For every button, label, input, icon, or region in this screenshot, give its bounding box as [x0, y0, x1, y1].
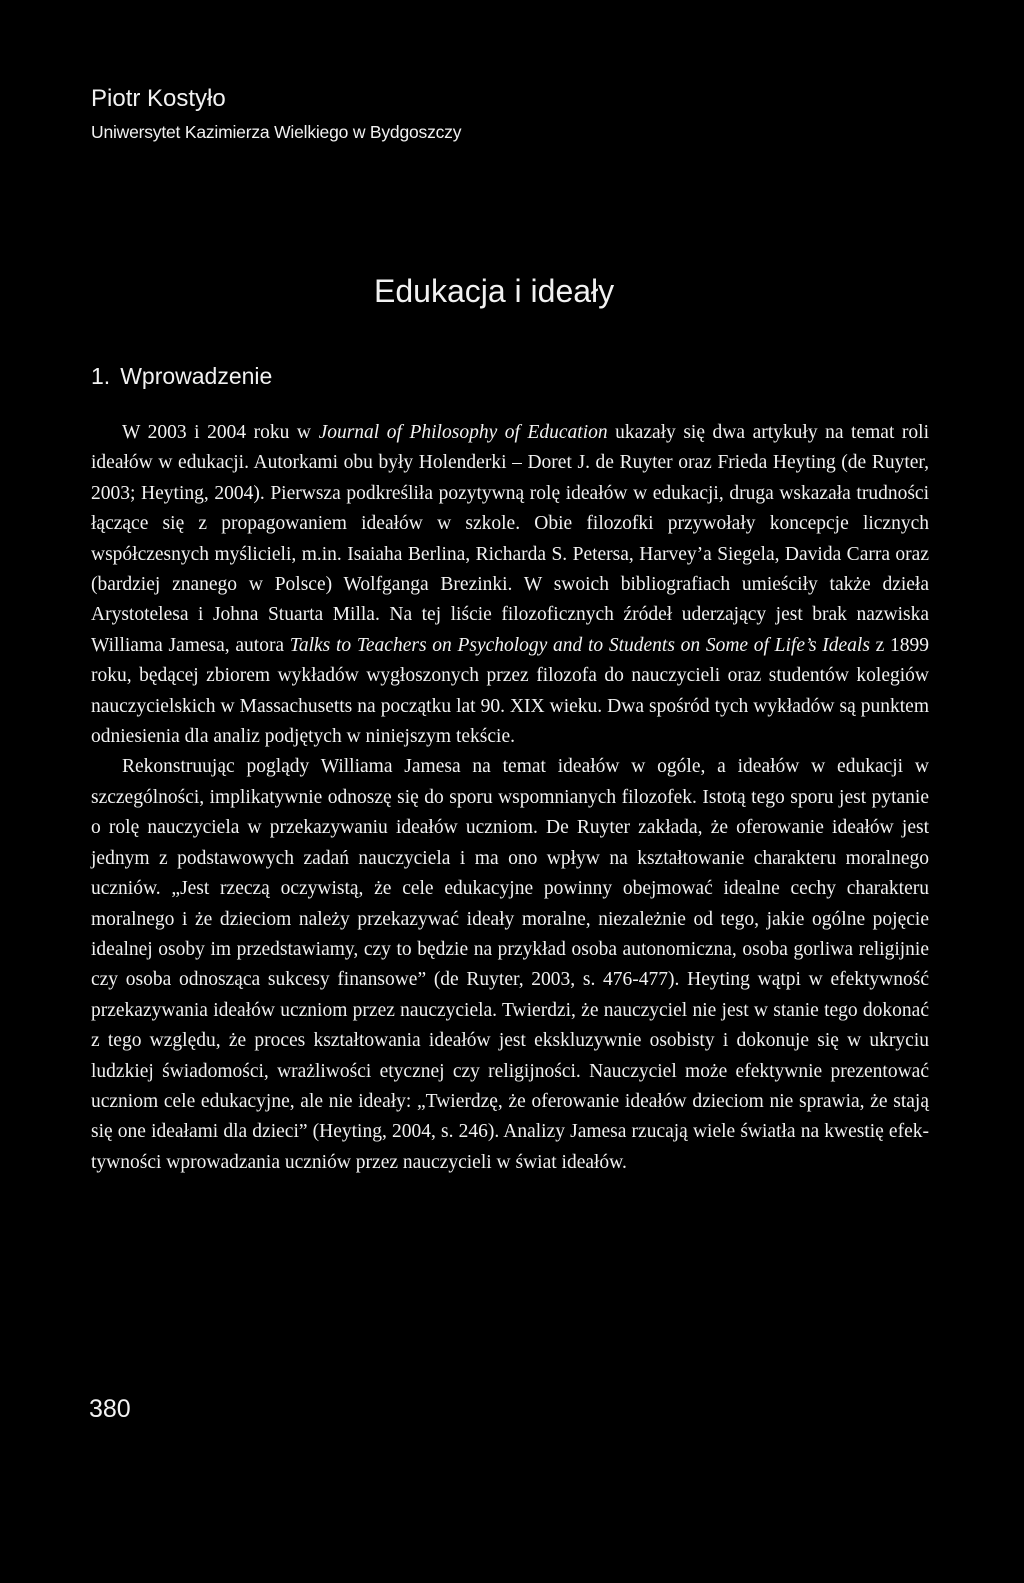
paragraph-text: z 1899 roku, będącej zbiorem wykładów wygłoszonych przez filozofa do nauczycieli oraz studentów kolegiów nauczycielskich w Massachusetts na początku lat 90. XIX wieku. Dwa spośród tych wykładów są punktem odniesienia dla analiz podjętych w niniejszym tekście. — [91, 634, 929, 748]
paragraph: Rekonstruując poglądy Williama Jamesa na temat ideałów w ogóle, a ideałów w edukacji w szczególności, implikatywnie odnoszę się do sporu wspomnianych filozofek. Istotą tego sporu jest pytanie o rolę nauczyciela w przekazywaniu ideałów uczniom. De Ruyter zakłada, że oferowanie ideałów jest jednym z podstawowych zadań nauczyciela i ma ono wpływ na kształtowanie charakteru moralnego uczniów. „Jest rzeczą oczywistą, że cele edukacyjne powinny obejmować idealne cechy charakteru moralnego i że dzieciom należy przekazywać ideały moralne, niezależnie od tego, jakie ogólne pojęcie idealnej osoby im przedstawiamy, czy to będzie na przykład osoba autonomiczna, osoba gorliwa religijnie czy osoba odnosząca sukcesy finansowe” (de Ruyter, 2003, s. 476-477). Heyting wątpi w efektywność przekazywania ideałów uczniom przez nauczyciela. Twierdzi, że nauczyciel nie jest w stanie tego dokonać z tego względu, że proces kształtowania ideałów jest ekskluzywnie osobisty i dokonuje się w ukryciu ludzkiej świadomości, wrażliwości etycznej czy religijności. Nauczyciel może efektywnie prezentować uczniom cele edukacyjne, ale nie ideały: „Twierdzę, że oferowanie ideałów dzieciom nie sprawia, że stają się one ideałami dla dzieci” (Heyting, 2004, s. 246). Analizy Jamesa rzucają wiele światła na kwestię efektywności wprowadzania uczniów przez nauczycieli w świat ideałów. — [91, 756, 929, 1173]
paragraph — [91, 418, 929, 752]
article-title: Edukacja i ideały — [374, 273, 615, 309]
page-number: 380 — [89, 1395, 131, 1423]
paragraph-text: W 2003 i 2004 roku w — [122, 422, 319, 443]
journal-title: Journal of Philosophy of Education — [318, 422, 608, 443]
article-body — [91, 418, 929, 1178]
book-title: Talks to Teachers on Psychology and to Students on Some of Life’s Ideals — [289, 634, 870, 656]
author-affiliation: Uniwersytet Kazimierza Wielkiego w Bydgoszczy — [91, 122, 462, 142]
section-heading — [91, 361, 272, 391]
paragraph-text: ukazały się dwa artykuły na temat roli ideałów w edukacji. Autorkami obu były Holenderki – Doret J. de Ruyter oraz Frieda Heyting (de Ruyter, 2003; Heyting, 2004). Pierwsza podkreśliła pozytywną rolę ideałów w edukacji, druga wskazała trudności łączące się z propagowaniem ideałów w szkole. Obie filozofki przywołały koncepcje licznych współczesnych myślicieli, m.in. Isaiaha Berlina, Richarda S. Petersa, Harvey’a Siegela, Davida Carra oraz (bardziej znanego w Polsce) Wolfganga Brezinki. W swoich bibliografiach umieściły także dzieła Arystotelesa i Johna Stuarta Milla. Na tej liście filozoficznych źródeł uderzający jest brak nazwiska Williama Jamesa, autora — [91, 422, 929, 656]
author-name: Piotr Kostyło — [91, 85, 226, 112]
section-title: Wprowadzenie — [120, 363, 273, 389]
section-number: 1. — [91, 363, 111, 389]
